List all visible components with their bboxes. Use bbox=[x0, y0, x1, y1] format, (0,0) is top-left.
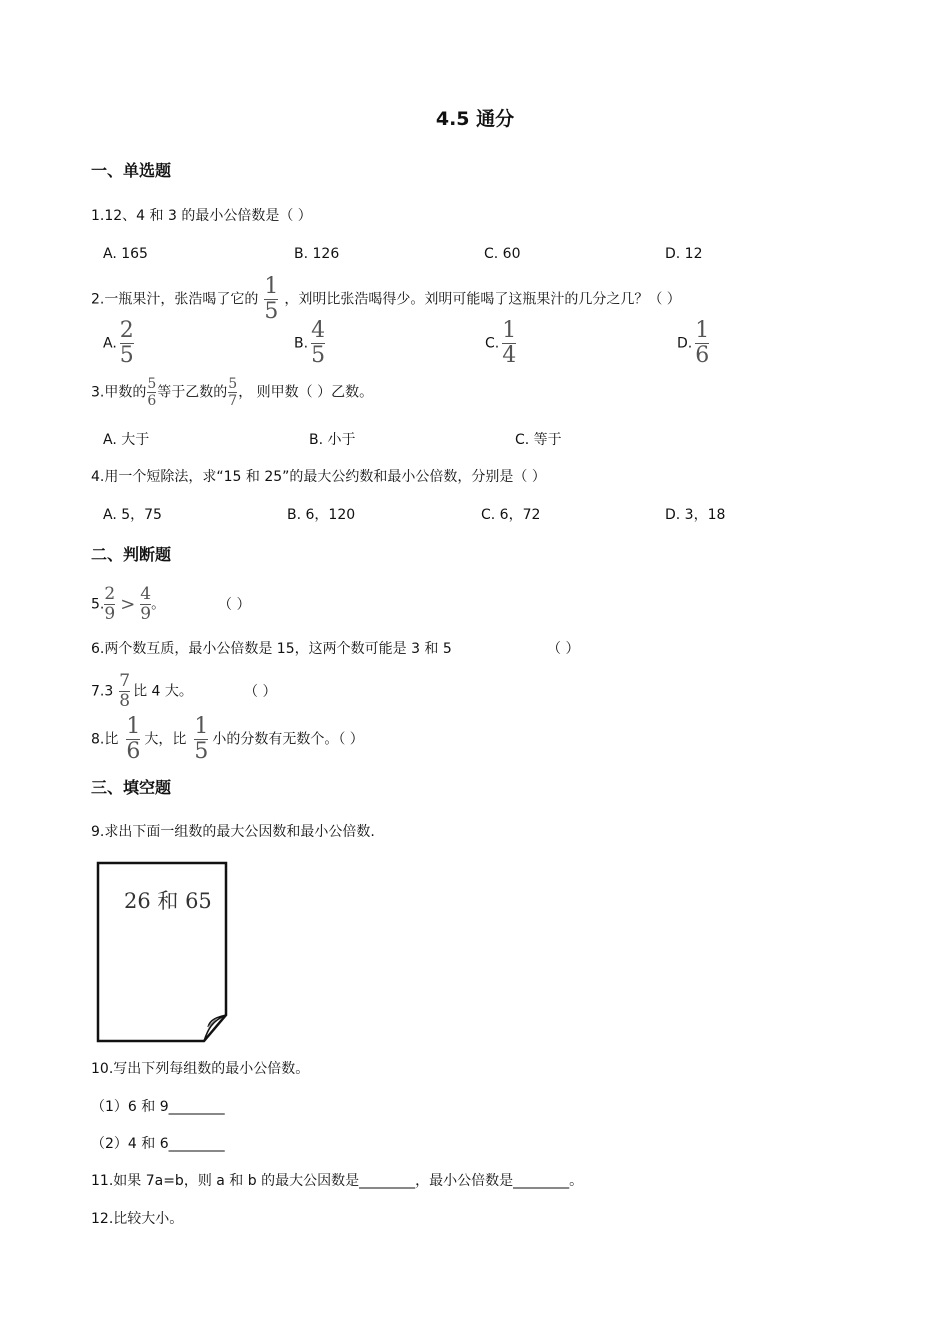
fraction-denominator: 8 bbox=[119, 691, 131, 711]
fraction-numerator: 1 bbox=[264, 274, 279, 299]
q2-fraction bbox=[264, 276, 278, 323]
q2-prefix: 2.一瓶果汁，张浩喝了它的 bbox=[91, 291, 259, 308]
question-2 bbox=[91, 276, 681, 323]
q10-item-2: （2）4 和 6________ bbox=[91, 1136, 225, 1152]
fraction-numerator: 1 bbox=[194, 714, 209, 739]
fraction-numerator: 1 bbox=[502, 318, 517, 343]
option-fraction bbox=[502, 320, 516, 367]
fraction-denominator: 7 bbox=[228, 393, 238, 409]
option-fraction bbox=[120, 320, 134, 367]
q5-suffix: 。 bbox=[151, 596, 166, 613]
fraction-numerator: 2 bbox=[104, 584, 116, 604]
q3-option-c: C. 等于 bbox=[515, 432, 562, 448]
option-label: D. bbox=[677, 335, 693, 352]
question-8 bbox=[91, 716, 364, 763]
fraction-numerator: 4 bbox=[140, 584, 152, 604]
fraction-numerator: 5 bbox=[147, 376, 157, 392]
paper-note-image bbox=[96, 861, 228, 1043]
fraction-denominator: 4 bbox=[502, 343, 517, 368]
option-label: A. bbox=[103, 335, 117, 352]
q3-fraction-1 bbox=[147, 377, 156, 408]
fraction-denominator: 6 bbox=[126, 739, 141, 764]
option-fraction bbox=[311, 320, 325, 367]
fraction-denominator: 5 bbox=[264, 299, 279, 324]
fraction-denominator: 5 bbox=[194, 739, 209, 764]
q7-prefix: 7.3 bbox=[91, 683, 114, 700]
fraction-denominator: 9 bbox=[104, 604, 116, 624]
q4-option-c: C. 6，72 bbox=[481, 507, 541, 523]
option-label: C. bbox=[485, 335, 500, 352]
question-10: 10.写出下列每组数的最小公倍数。 bbox=[91, 1061, 310, 1077]
question-1: 1.12、4 和 3 的最小公倍数是（ ） bbox=[91, 208, 312, 224]
page-title: 4.5 通分 bbox=[435, 108, 515, 130]
question-11: 11.如果 7a=b，则 a 和 b 的最大公因数是________，最小公倍数是________。 bbox=[91, 1173, 584, 1189]
q5-answer-paren: （ ） bbox=[218, 597, 251, 613]
q1-option-c: C. 60 bbox=[484, 246, 521, 262]
q2-suffix: ，刘明比张浩喝得少。刘明可能喝了这瓶果汁的几分之几？（ ） bbox=[284, 291, 681, 308]
greater-than-sign: > bbox=[120, 593, 136, 615]
question-7 bbox=[91, 673, 193, 710]
q5-fraction-2 bbox=[140, 586, 151, 623]
q2-option-d bbox=[677, 320, 709, 367]
question-4: 4.用一个短除法，求“15 和 25”的最大公约数和最小公倍数，分别是（ ） bbox=[91, 469, 546, 485]
option-fraction bbox=[695, 320, 709, 367]
option-label: B. bbox=[294, 335, 309, 352]
q8-fraction-1 bbox=[126, 716, 140, 763]
q4-option-b: B. 6，120 bbox=[287, 507, 356, 523]
q3-fraction-2 bbox=[228, 377, 237, 408]
q3-prefix: 3.甲数的 bbox=[91, 384, 147, 401]
q3-option-b: B. 小于 bbox=[309, 432, 356, 448]
q7-answer-paren: （ ） bbox=[244, 684, 277, 700]
q7-suffix: 比 4 大。 bbox=[133, 683, 193, 700]
q1-option-d: D. 12 bbox=[665, 246, 703, 262]
fraction-denominator: 9 bbox=[140, 604, 152, 624]
q8-suffix: 小的分数有无数个。（ ） bbox=[212, 731, 364, 748]
q1-option-a: A. 165 bbox=[103, 246, 148, 262]
q7-fraction bbox=[119, 673, 130, 710]
q8-prefix: 8.比 bbox=[91, 731, 119, 748]
fraction-denominator: 5 bbox=[311, 343, 326, 368]
question-12: 12.比较大小。 bbox=[91, 1211, 184, 1227]
q8-middle: 大，比 bbox=[144, 731, 187, 748]
question-3 bbox=[91, 377, 373, 408]
q2-option-c bbox=[485, 320, 516, 367]
fraction-numerator: 1 bbox=[126, 714, 141, 739]
q3-middle: 等于乙数的 bbox=[157, 384, 228, 401]
fraction-denominator: 6 bbox=[695, 343, 710, 368]
section-heading-true-false: 二、判断题 bbox=[91, 545, 172, 564]
section-heading-fill-blank: 三、填空题 bbox=[91, 778, 172, 797]
q3-suffix: ， 则甲数（ ）乙数。 bbox=[238, 384, 374, 401]
question-9: 9.求出下面一组数的最大公因数和最小公倍数. bbox=[91, 824, 375, 840]
fraction-denominator: 5 bbox=[119, 343, 134, 368]
q4-option-a: A. 5，75 bbox=[103, 507, 162, 523]
fraction-numerator: 4 bbox=[311, 318, 326, 343]
fraction-numerator: 7 bbox=[119, 671, 131, 691]
q6-answer-paren: （ ） bbox=[547, 641, 580, 657]
q8-fraction-2 bbox=[194, 716, 208, 763]
q3-option-a: A. 大于 bbox=[103, 432, 150, 448]
q1-option-b: B. 126 bbox=[294, 246, 340, 262]
q5-prefix: 5. bbox=[91, 596, 105, 613]
fraction-numerator: 5 bbox=[228, 376, 238, 392]
q10-item-1: （1）6 和 9________ bbox=[91, 1099, 225, 1115]
q5-fraction-1 bbox=[104, 586, 115, 623]
q4-option-d: D. 3，18 bbox=[665, 507, 726, 523]
q2-option-a bbox=[103, 320, 134, 367]
fraction-denominator: 6 bbox=[147, 393, 157, 409]
paper-numbers: 26 和 65 bbox=[124, 889, 212, 913]
fraction-numerator: 1 bbox=[695, 318, 710, 343]
question-6: 6.两个数互质，最小公倍数是 15，这两个数可能是 3 和 5 bbox=[91, 641, 452, 657]
q2-option-b bbox=[294, 320, 325, 367]
section-heading-single-choice: 一、单选题 bbox=[91, 161, 172, 180]
question-5 bbox=[91, 586, 165, 623]
fraction-numerator: 2 bbox=[119, 318, 134, 343]
